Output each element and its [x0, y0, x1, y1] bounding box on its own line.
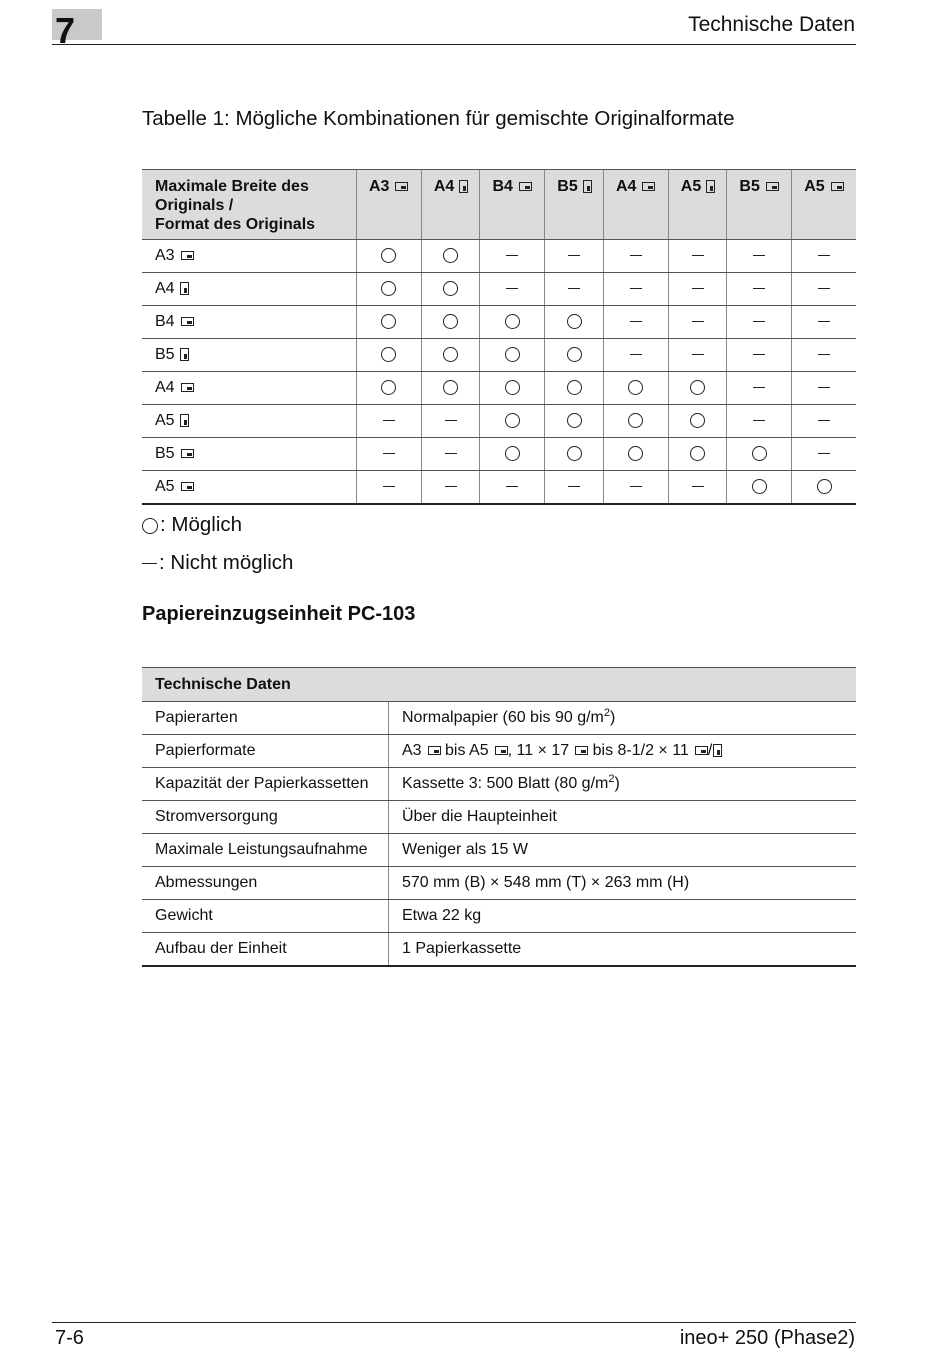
circle-icon — [628, 413, 643, 428]
dash-icon — [630, 255, 642, 256]
dash-icon — [142, 563, 157, 564]
table-cell — [668, 306, 727, 339]
spec-value: 570 mm (B) × 548 mm (T) × 263 mm (H) — [389, 867, 857, 900]
column-header-label: B4 — [492, 178, 513, 195]
table-cell — [480, 240, 545, 273]
table-cell — [792, 471, 856, 505]
column-header-label: A3 — [369, 178, 390, 195]
spec-value-text: bis A5 — [445, 742, 489, 759]
dash-icon — [568, 288, 580, 289]
dash-icon — [692, 354, 704, 355]
row-label — [142, 372, 357, 405]
spec-value — [389, 702, 857, 735]
legend-not-possible — [142, 551, 293, 575]
spec-value-text: ) — [614, 775, 620, 792]
dash-icon — [692, 288, 704, 289]
landscape-icon — [519, 182, 532, 191]
spec-label: Papierarten — [142, 702, 389, 735]
table-cell — [727, 438, 792, 471]
table-cell — [421, 405, 480, 438]
table-cell — [727, 372, 792, 405]
dash-icon — [445, 420, 457, 421]
dash-icon — [506, 255, 518, 256]
dash-icon — [818, 255, 830, 256]
dash-icon — [568, 255, 580, 256]
portrait-icon — [713, 744, 722, 757]
circle-icon — [817, 479, 832, 494]
row-header-line: Originals / — [155, 197, 234, 214]
landscape-icon — [766, 182, 779, 191]
legend-not-possible-text: : Nicht möglich — [159, 551, 294, 574]
table-row — [142, 405, 856, 438]
landscape-icon — [642, 182, 655, 191]
table-cell — [668, 240, 727, 273]
column-header-a3 — [357, 170, 422, 240]
spec-label: Papierformate — [142, 735, 389, 768]
dash-icon — [383, 420, 395, 421]
table-cell — [792, 339, 856, 372]
circle-icon — [690, 413, 705, 428]
dash-icon — [630, 288, 642, 289]
table-cell — [603, 405, 668, 438]
spec-label: Kapazität der Papierkassetten — [142, 768, 389, 801]
circle-icon — [505, 413, 520, 428]
legend-possible-text: : Möglich — [160, 513, 243, 536]
product-name: ineo+ 250 (Phase2) — [679, 1327, 855, 1349]
dash-icon — [568, 486, 580, 487]
dash-icon — [692, 321, 704, 322]
table-cell — [480, 372, 545, 405]
table-cell — [668, 372, 727, 405]
table-cell — [727, 405, 792, 438]
dash-icon — [818, 453, 830, 454]
dash-icon — [753, 321, 765, 322]
table-cell — [603, 273, 668, 306]
table-cell — [727, 339, 792, 372]
table-cell — [668, 471, 727, 505]
spec-value — [389, 735, 857, 768]
header-divider — [52, 44, 856, 45]
circle-icon — [381, 347, 396, 362]
circle-icon — [505, 446, 520, 461]
spec-value-text: , 11 × 17 — [507, 742, 570, 759]
table-cell — [545, 240, 604, 273]
portrait-icon — [180, 348, 189, 361]
dash-icon — [445, 453, 457, 454]
spec-row — [142, 900, 856, 933]
dash-icon — [753, 387, 765, 388]
table-cell — [545, 438, 604, 471]
chapter-number: 7 — [55, 10, 76, 51]
row-label-text: A4 — [155, 379, 175, 396]
table-cell — [603, 240, 668, 273]
table-cell — [792, 240, 856, 273]
column-header-b5 — [727, 170, 792, 240]
section-title: Papiereinzugseinheit PC-103 — [142, 603, 416, 625]
column-header-label: B5 — [739, 178, 760, 195]
spec-table-body — [142, 702, 856, 967]
landscape-icon — [181, 251, 194, 260]
column-header-a5 — [792, 170, 856, 240]
spec-row — [142, 834, 856, 867]
column-header-label: B5 — [557, 178, 578, 195]
table-cell — [603, 339, 668, 372]
table-cell — [727, 273, 792, 306]
circle-icon — [505, 314, 520, 329]
row-label-text: A5 — [155, 412, 175, 429]
superscript: 2 — [608, 773, 615, 785]
table-cell — [545, 306, 604, 339]
spec-row — [142, 735, 856, 768]
dash-icon — [445, 486, 457, 487]
spec-value-text: Normalpapier (60 bis 90 g/m — [402, 709, 604, 726]
table-cell — [421, 240, 480, 273]
row-label-text: B5 — [155, 445, 175, 462]
superscript: 2 — [603, 707, 610, 719]
dash-icon — [692, 255, 704, 256]
spec-row — [142, 867, 856, 900]
row-label — [142, 405, 357, 438]
circle-icon — [381, 281, 396, 296]
table-cell — [792, 306, 856, 339]
circle-icon — [752, 446, 767, 461]
circle-icon — [690, 446, 705, 461]
table-cell — [480, 405, 545, 438]
column-header-label: A4 — [615, 178, 637, 195]
table-cell — [357, 306, 422, 339]
combination-table-body — [142, 240, 856, 505]
circle-icon — [567, 413, 582, 428]
circle-icon — [567, 446, 582, 461]
dash-icon — [630, 354, 642, 355]
spec-header: Technische Daten — [142, 668, 856, 702]
dash-icon — [818, 321, 830, 322]
combination-table-header — [142, 170, 856, 240]
circle-icon — [752, 479, 767, 494]
table-cell — [357, 405, 422, 438]
table-cell — [357, 372, 422, 405]
circle-icon — [142, 518, 158, 534]
table-cell — [480, 339, 545, 372]
circle-icon — [567, 347, 582, 362]
landscape-icon — [575, 746, 588, 755]
spec-value-text: ) — [610, 709, 616, 726]
spec-value: 1 Papierkassette — [389, 933, 857, 967]
spec-label: Maximale Leistungsaufnahme — [142, 834, 389, 867]
landscape-icon — [495, 746, 508, 755]
spec-row — [142, 801, 856, 834]
table-row — [142, 339, 856, 372]
circle-icon — [443, 281, 458, 296]
table-cell — [357, 339, 422, 372]
row-label-text: B4 — [155, 313, 175, 330]
circle-icon — [567, 314, 582, 329]
table-cell — [480, 438, 545, 471]
portrait-icon — [459, 180, 468, 193]
spec-row — [142, 933, 856, 967]
legend-possible — [142, 513, 242, 537]
spec-label: Gewicht — [142, 900, 389, 933]
landscape-icon — [831, 182, 844, 191]
portrait-icon — [583, 180, 592, 193]
table-cell — [727, 471, 792, 505]
circle-icon — [443, 248, 458, 263]
circle-icon — [381, 380, 396, 395]
table-cell — [603, 438, 668, 471]
circle-icon — [381, 314, 396, 329]
table-cell — [421, 339, 480, 372]
dash-icon — [818, 354, 830, 355]
table-cell — [545, 339, 604, 372]
table-cell — [792, 273, 856, 306]
row-label-text: A4 — [155, 280, 175, 297]
table-cell — [480, 306, 545, 339]
column-header-label: A5 — [804, 178, 825, 195]
table-row — [142, 471, 856, 505]
circle-icon — [690, 380, 705, 395]
portrait-icon — [180, 414, 189, 427]
table-cell — [421, 438, 480, 471]
table-cell — [545, 372, 604, 405]
circle-icon — [567, 380, 582, 395]
spec-row — [142, 702, 856, 735]
circle-icon — [381, 248, 396, 263]
dash-icon — [506, 486, 518, 487]
table-caption: Tabelle 1: Mögliche Kombinationen für gemischte Originalformate — [142, 107, 735, 130]
spec-value: Weniger als 15 W — [389, 834, 857, 867]
dash-icon — [692, 486, 704, 487]
row-label — [142, 240, 357, 273]
table-cell — [545, 273, 604, 306]
table-cell — [792, 438, 856, 471]
landscape-icon — [695, 746, 708, 755]
combination-table — [142, 169, 856, 505]
column-header-b4 — [480, 170, 545, 240]
spec-value-text: / — [707, 742, 713, 759]
table-row — [142, 372, 856, 405]
table-row — [142, 438, 856, 471]
table-cell — [421, 471, 480, 505]
landscape-icon — [181, 449, 194, 458]
row-label — [142, 339, 357, 372]
dash-icon — [506, 288, 518, 289]
table-cell — [545, 471, 604, 505]
table-cell — [792, 372, 856, 405]
circle-icon — [628, 446, 643, 461]
table-cell — [727, 240, 792, 273]
circle-icon — [443, 380, 458, 395]
row-header-line: Format des Originals — [155, 216, 316, 233]
row-header-cell — [142, 170, 357, 240]
table-cell — [357, 240, 422, 273]
spec-header-row — [142, 668, 856, 702]
column-header-a4 — [603, 170, 668, 240]
row-label-text: A5 — [155, 478, 175, 495]
landscape-icon — [395, 182, 408, 191]
table-row — [142, 240, 856, 273]
dash-icon — [753, 420, 765, 421]
page-header-title: Technische Daten — [688, 13, 855, 36]
dash-icon — [630, 321, 642, 322]
spec-value-text: bis 8-1/2 × 11 — [592, 742, 689, 759]
circle-icon — [628, 380, 643, 395]
table-cell — [668, 405, 727, 438]
table-cell — [421, 273, 480, 306]
table-cell — [603, 372, 668, 405]
spec-row — [142, 768, 856, 801]
spec-value-text: A3 — [402, 742, 422, 759]
row-label — [142, 471, 357, 505]
row-label — [142, 306, 357, 339]
landscape-icon — [428, 746, 441, 755]
dash-icon — [818, 420, 830, 421]
spec-value — [389, 768, 857, 801]
table-row — [142, 273, 856, 306]
dash-icon — [753, 288, 765, 289]
column-header-b5 — [545, 170, 604, 240]
circle-icon — [443, 314, 458, 329]
table-cell — [357, 471, 422, 505]
dash-icon — [818, 288, 830, 289]
row-label — [142, 273, 357, 306]
dash-icon — [630, 486, 642, 487]
dash-icon — [818, 387, 830, 388]
landscape-icon — [181, 482, 194, 491]
table-cell — [668, 339, 727, 372]
row-header-line: Maximale Breite des — [155, 178, 309, 195]
spec-table — [142, 667, 856, 967]
circle-icon — [505, 347, 520, 362]
table-cell — [480, 471, 545, 505]
table-row — [142, 306, 856, 339]
table-cell — [480, 273, 545, 306]
circle-icon — [443, 347, 458, 362]
table-cell — [727, 306, 792, 339]
table-cell — [421, 372, 480, 405]
table-cell — [603, 471, 668, 505]
column-header-label: A5 — [680, 178, 702, 195]
table-cell — [545, 405, 604, 438]
dash-icon — [383, 486, 395, 487]
portrait-icon — [706, 180, 715, 193]
table-cell — [603, 306, 668, 339]
dash-icon — [753, 255, 765, 256]
landscape-icon — [181, 383, 194, 392]
column-header-a5 — [668, 170, 727, 240]
column-header-a4 — [421, 170, 480, 240]
row-label — [142, 438, 357, 471]
table-cell — [357, 438, 422, 471]
dash-icon — [383, 453, 395, 454]
circle-icon — [505, 380, 520, 395]
landscape-icon — [181, 317, 194, 326]
row-label-text: A3 — [155, 247, 175, 264]
spec-label: Aufbau der Einheit — [142, 933, 389, 967]
dash-icon — [753, 354, 765, 355]
spec-label: Abmessungen — [142, 867, 389, 900]
spec-value: Über die Haupteinheit — [389, 801, 857, 834]
column-header-label: A4 — [433, 178, 455, 195]
spec-value: Etwa 22 kg — [389, 900, 857, 933]
table-cell — [421, 306, 480, 339]
table-cell — [792, 405, 856, 438]
row-label-text: B5 — [155, 346, 175, 363]
table-cell — [357, 273, 422, 306]
table-cell — [668, 273, 727, 306]
page-number: 7-6 — [55, 1327, 84, 1349]
footer-divider — [52, 1322, 856, 1323]
spec-value-text: Kassette 3: 500 Blatt (80 g/m — [402, 775, 609, 792]
portrait-icon — [180, 282, 189, 295]
table-cell — [668, 438, 727, 471]
spec-label: Stromversorgung — [142, 801, 389, 834]
